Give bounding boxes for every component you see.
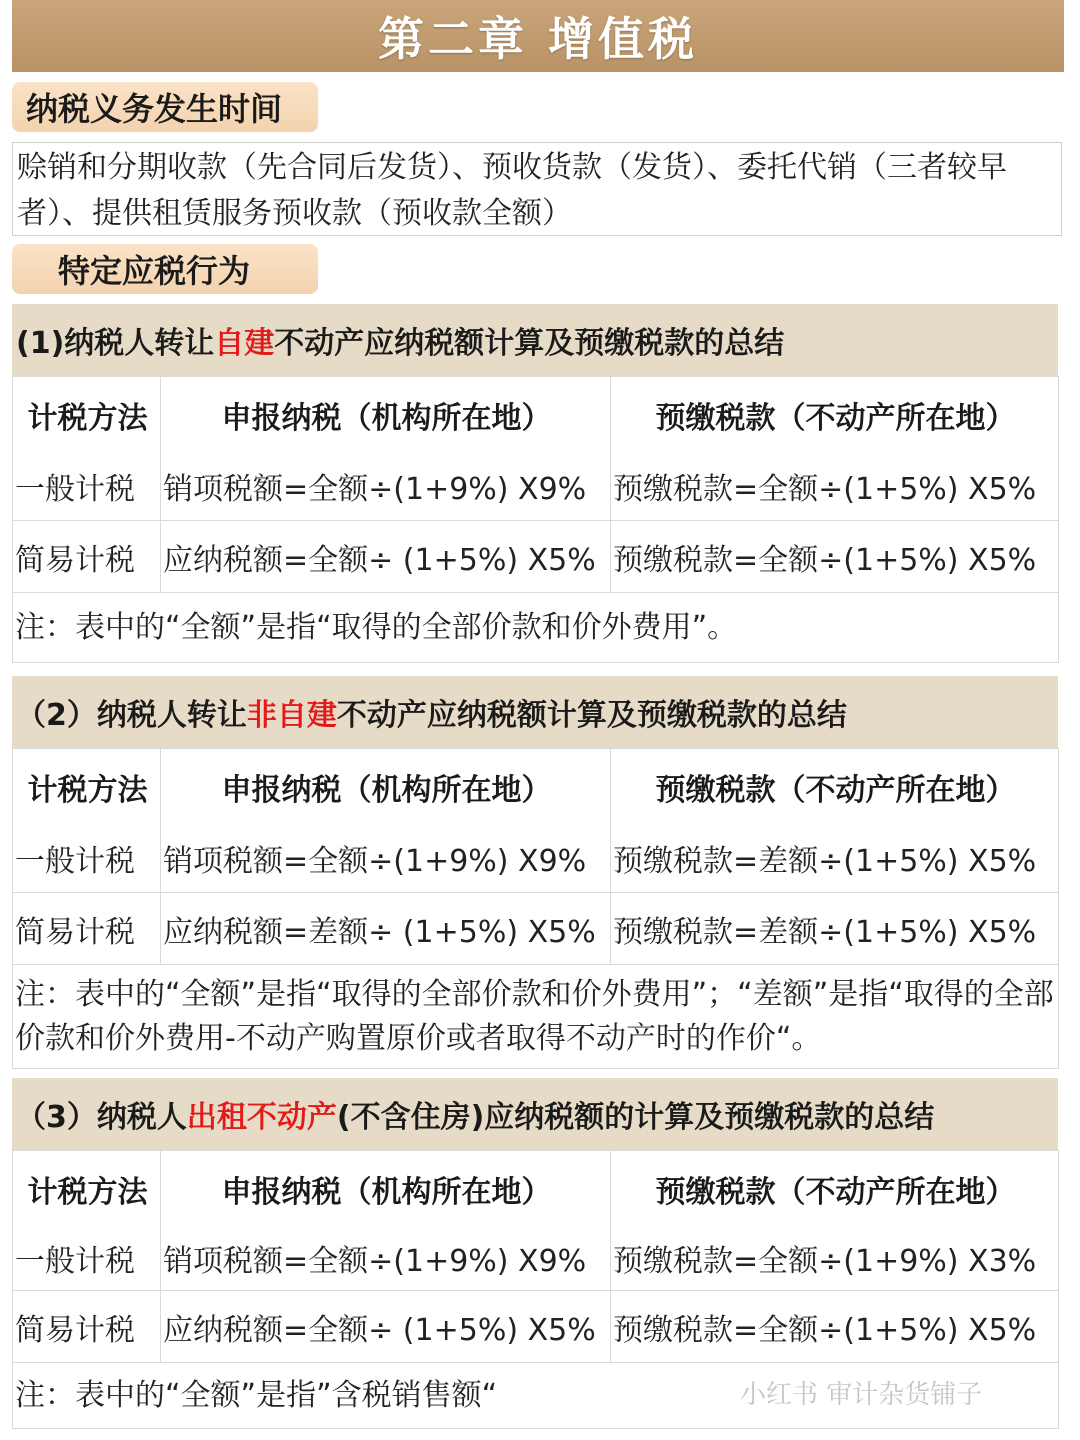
row-declare: 销项税额=全额÷(1+9%) X9%: [161, 453, 611, 521]
row-declare: 应纳税额=全额÷ (1+5%) X5%: [161, 1291, 611, 1363]
row-method: 简易计税: [13, 521, 161, 593]
specific-behavior-heading: 特定应税行为: [12, 244, 318, 294]
section-1-title-post: 不动产应纳税额计算及预缴税款的总结: [274, 326, 785, 361]
row-declare: 销项税额=全额÷(1+9%) X9%: [161, 1227, 611, 1291]
table-row: [13, 453, 1059, 521]
section-1-header: [12, 304, 1058, 376]
header-declare: 申报纳税（机构所在地）: [161, 377, 611, 453]
tax-time-text: 赊销和分期收款（先合同后发货）、预收货款（发货）、委托代销（三者较早者）、提供租赁服务预收款（预收款全额）: [12, 142, 1062, 236]
table-header-row: [13, 1151, 1059, 1227]
section-2-title-post: 不动产应纳税额计算及预缴税款的总结: [336, 698, 847, 733]
table-note-row: [13, 965, 1059, 1069]
table-row: [13, 1227, 1059, 1291]
header-declare: 申报纳税（机构所在地）: [161, 749, 611, 825]
row-prepay: 预缴税款=全额÷(1+5%) X5%: [611, 1291, 1059, 1363]
chapter-title: 第二章 增值税: [377, 12, 698, 66]
row-prepay: 预缴税款=全额÷(1+5%) X5%: [611, 453, 1059, 521]
header-prepay: 预缴税款（不动产所在地）: [611, 749, 1059, 825]
row-prepay: 预缴税款=全额÷(1+5%) X5%: [611, 521, 1059, 593]
row-prepay: 预缴税款=全额÷(1+9%) X3%: [611, 1227, 1059, 1291]
header-prepay: 预缴税款（不动产所在地）: [611, 1151, 1059, 1227]
chapter-title-bar: [12, 0, 1064, 72]
header-method: 计税方法: [13, 749, 161, 825]
row-method: 一般计税: [13, 825, 161, 893]
watermark: 小红书 审计杂货铺子: [740, 1380, 983, 1410]
table-note: 注：表中的“全额”是指“取得的全部价款和价外费用”。: [13, 593, 1059, 663]
table-header-row: [13, 377, 1059, 453]
header-declare: 申报纳税（机构所在地）: [161, 1151, 611, 1227]
section-3-title-post: (不含住房)应纳税额的计算及预缴税款的总结: [336, 1100, 935, 1135]
section-3-title-pre: （3）纳税人: [16, 1100, 187, 1135]
table-row: [13, 893, 1059, 965]
section-1-title-highlight: 自建: [214, 326, 275, 361]
row-method: 简易计税: [13, 893, 161, 965]
row-declare: 销项税额=全额÷(1+9%) X9%: [161, 825, 611, 893]
header-method: 计税方法: [13, 377, 161, 453]
section-3-title-highlight: 出租不动产: [186, 1100, 337, 1135]
table-note-row: [13, 593, 1059, 663]
section-1-title-pre: (1)纳税人转让: [16, 326, 215, 361]
section-3-header: [12, 1078, 1058, 1150]
table-note: 注：表中的“全额”是指”含税销售额“: [13, 1363, 1059, 1429]
tax-time-heading: 纳税义务发生时间: [12, 82, 318, 132]
row-prepay: 预缴税款=差额÷(1+5%) X5%: [611, 893, 1059, 965]
row-method: 一般计税: [13, 1227, 161, 1291]
table-row: [13, 1291, 1059, 1363]
row-declare: 应纳税额=差额÷ (1+5%) X5%: [161, 893, 611, 965]
table-row: [13, 825, 1059, 893]
section-2-title-pre: （2）纳税人转让: [16, 698, 247, 733]
section-2-table: [12, 748, 1059, 1069]
section-2-title-highlight: 非自建: [246, 698, 337, 733]
table-header-row: [13, 749, 1059, 825]
row-declare: 应纳税额=全额÷ (1+5%) X5%: [161, 521, 611, 593]
header-method: 计税方法: [13, 1151, 161, 1227]
table-row: [13, 521, 1059, 593]
header-prepay: 预缴税款（不动产所在地）: [611, 377, 1059, 453]
row-method: 简易计税: [13, 1291, 161, 1363]
row-prepay: 预缴税款=差额÷(1+5%) X5%: [611, 825, 1059, 893]
table-note: 注：表中的“全额”是指“取得的全部价款和价外费用”；“差额”是指“取得的全部价款和价外费用-不动产购置原价或者取得不动产时的作价“。: [13, 965, 1059, 1069]
section-1-table: [12, 376, 1059, 663]
section-2-header: [12, 676, 1058, 748]
row-method: 一般计税: [13, 453, 161, 521]
